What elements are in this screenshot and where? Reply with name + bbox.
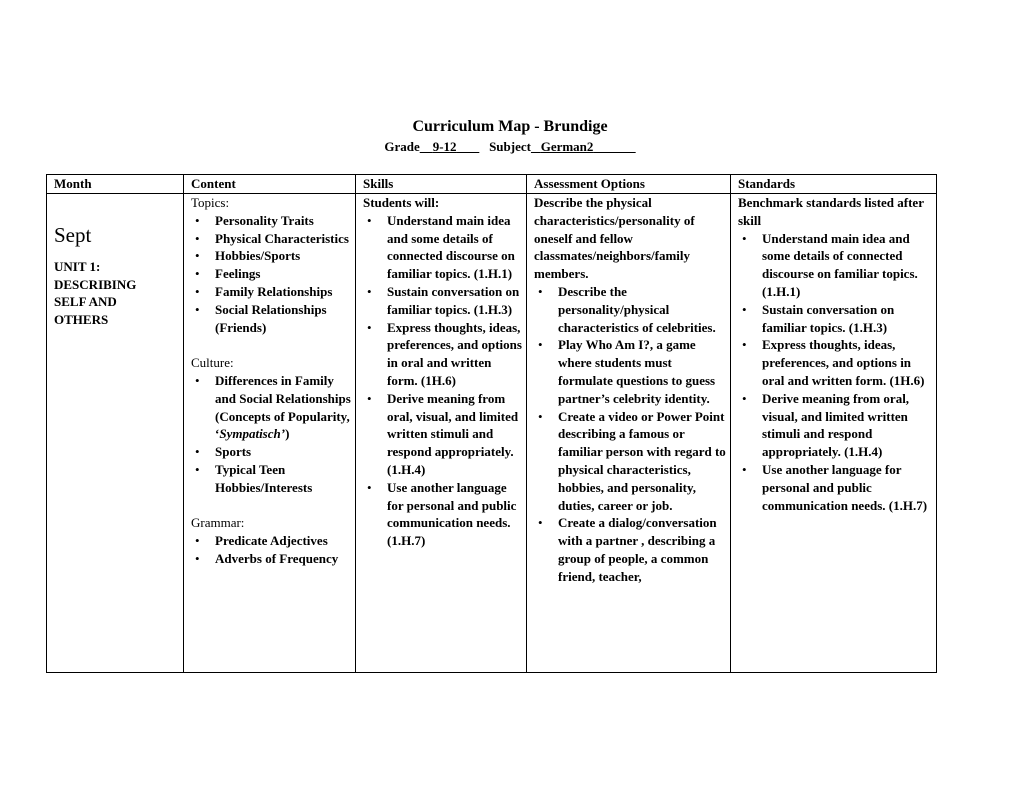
list-item: • Typical Teen Hobbies/Interests [191,461,351,497]
skills-intro: Students will: [363,195,440,210]
list-item: • Sports [191,443,351,461]
list-item: • Derive meaning from oral, visual, and limited written stimuli and respond appropriately. (1.H.4) [363,390,522,479]
header-assessment: Assessment Options [527,175,731,194]
grade-label: Grade [384,139,420,154]
grammar-list [191,532,351,568]
list-item: • Use another language for personal and public communication needs. (1.H.7) [738,461,932,514]
list-item: • Hobbies/Sports [191,247,351,265]
list-item: • Play Who Am I?, a game where students must formulate questions to guess partner’s celebrity identity. [534,336,726,407]
standards-cell [731,194,937,673]
list-item: • Express thoughts, ideas, preferences, and options in oral and written form. (1H.6) [738,336,932,389]
content-cell [184,194,356,673]
month-cell [47,194,184,673]
header-content: Content [184,175,356,194]
culture-label: Culture: [191,355,234,371]
list-item: • Predicate Adjectives [191,532,351,550]
list-item: • Understand main idea and some details of connected discourse on familiar topics.(1.H.1) [738,230,932,301]
list-item: • Derive meaning from oral, visual, and limited written stimuli and respond appropriately. (1.H.4) [738,390,932,461]
culture-list [191,372,351,497]
list-item: • Adverbs of Frequency [191,550,351,568]
grade-subject-line [0,139,1020,155]
header-standards: Standards [731,175,937,194]
standards-intro: Benchmark standards listed after skill [738,195,924,228]
subject-value: German2 [540,139,594,154]
header-month: Month [47,175,184,194]
list-item: • Feelings [191,265,351,283]
list-item: • Social Relationships (Friends) [191,301,351,337]
assessment-list [534,283,726,586]
header-skills: Skills [356,175,527,194]
list-item: • Sustain conversation on familiar topics. (1.H.3) [363,283,522,319]
grammar-label: Grammar: [191,515,245,531]
list-item: • Express thoughts, ideas, preferences, and options in oral and written form. (1H.6) [363,319,522,390]
list-item: • Physical Characteristics [191,230,351,248]
page-title: Curriculum Map - Brundige [412,118,608,135]
list-item: • Create a video or Power Point describing a famous or familiar person with regard to physical characteristics, hobbies, and personality, duties, career or job. [534,408,726,515]
assessment-intro: Describe the physical characteristics/personality of oneself and fellow classmates/neighbors/family members. [534,195,695,282]
table-header-row [47,175,937,194]
topics-label: Topics: [191,195,230,210]
topics-list [191,212,351,337]
curriculum-table [46,174,937,673]
list-item: • Differences in Family and Social Relationships (Concepts of Popularity, ‘Sympatisch’) [191,372,351,443]
standards-list [738,230,932,515]
month-name: Sept [54,222,92,247]
list-item: • Use another language for personal and public communication needs. (1.H.7) [363,479,522,550]
list-item: • Family Relationships [191,283,351,301]
list-item: • Describe the personality/physical characteristics of celebrities. [534,283,726,336]
grade-value: 9-12 [432,139,457,154]
list-item: • Understand main idea and some details of connected discourse on familiar topics. (1.H.1) [363,212,522,283]
list-item: • Personality Traits [191,212,351,230]
skills-cell [356,194,527,673]
list-item: • Create a dialog/conversation with a partner , describing a group of people, a common friend, teacher, [534,514,726,585]
assessment-cell [527,194,731,673]
subject-label: Subject [489,139,531,154]
skills-list [363,212,522,550]
unit-title: UNIT 1: DESCRIBING SELF AND OTHERS [54,258,137,328]
table-row [47,194,937,673]
list-item: • Sustain conversation on familiar topics. (1.H.3) [738,301,932,337]
